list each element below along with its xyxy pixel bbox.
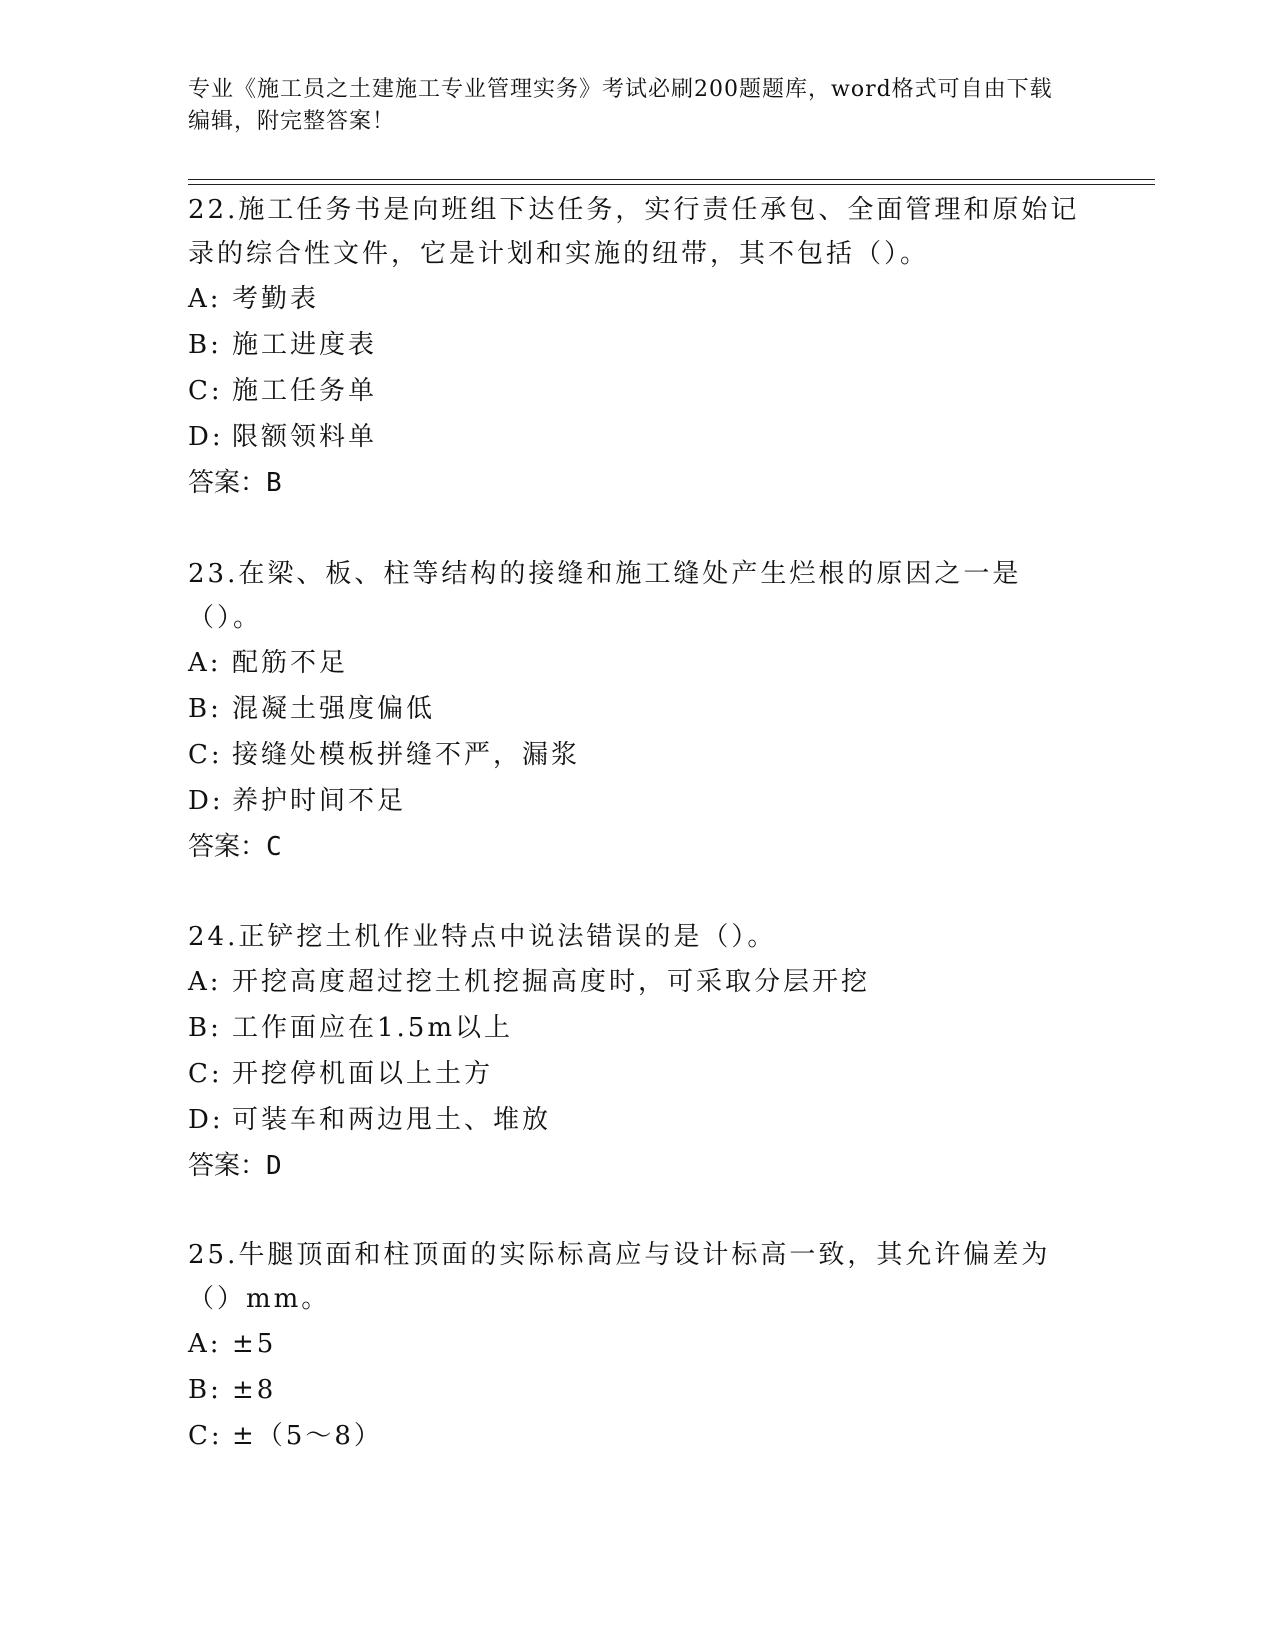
option-text: 施工任务单 <box>232 376 378 406</box>
question-text: 24.正铲挖土机作业特点中说法错误的是（）。 <box>188 922 777 952</box>
option-text: 开挖停机面以上土方 <box>232 1059 494 1089</box>
option-text: 养护时间不足 <box>232 786 407 816</box>
option-d <box>188 414 1088 460</box>
option-text: ±8 <box>232 1375 277 1405</box>
option-label: B: <box>188 1375 222 1405</box>
option-label: C: <box>188 1421 223 1451</box>
question-text: 25.牛腿顶面和柱顶面的实际标高应与设计标高一致，其允许偏差为（）mm。 <box>188 1240 1051 1314</box>
question-25 <box>188 1233 1088 1459</box>
option-label: C: <box>188 740 223 770</box>
option-d <box>188 778 1088 824</box>
header-divider-top <box>188 179 1155 180</box>
option-a <box>188 276 1088 322</box>
answer-value: D <box>266 1151 282 1181</box>
option-label: B: <box>188 694 222 724</box>
option-text: 考勤表 <box>232 284 320 314</box>
answer-line <box>188 460 1088 506</box>
option-text: 限额领料单 <box>232 422 378 452</box>
option-a <box>188 640 1088 686</box>
answer-value: C <box>266 832 282 862</box>
option-label: A: <box>188 648 222 678</box>
option-label: D: <box>188 422 224 452</box>
option-text: 施工进度表 <box>232 330 378 360</box>
answer-line <box>188 1143 1088 1189</box>
option-text: 工作面应在1.5m以上 <box>232 1013 514 1043</box>
option-label: A: <box>188 967 222 997</box>
answer-value: B <box>266 468 282 498</box>
option-text: 配筋不足 <box>232 648 349 678</box>
option-label: B: <box>188 1013 222 1043</box>
option-text: 混凝土强度偏低 <box>232 694 436 724</box>
option-c <box>188 1413 1088 1459</box>
option-label: D: <box>188 786 224 816</box>
option-label: A: <box>188 284 222 314</box>
question-text: 23.在梁、板、柱等结构的接缝和施工缝处产生烂根的原因之一是（）。 <box>188 559 1022 633</box>
answer-label: 答案： <box>188 468 267 498</box>
option-a <box>188 1321 1088 1367</box>
option-b <box>188 1005 1088 1051</box>
option-b <box>188 322 1088 368</box>
option-label: D: <box>188 1105 224 1135</box>
document-header: 专业《施工员之土建施工专业管理实务》考试必刷200题题库，word格式可自由下载编辑，附完整答案！ <box>188 77 1053 134</box>
option-c <box>188 368 1088 414</box>
option-label: A: <box>188 1329 222 1359</box>
option-text: ±（5～8） <box>232 1421 383 1451</box>
option-label: B: <box>188 330 222 360</box>
option-c <box>188 1051 1088 1097</box>
option-text: 接缝处模板拼缝不严，漏浆 <box>232 740 581 770</box>
option-c <box>188 732 1088 778</box>
question-23 <box>188 552 1088 870</box>
answer-label: 答案： <box>188 832 267 862</box>
option-label: C: <box>188 1059 223 1089</box>
option-label: C: <box>188 376 223 406</box>
question-22 <box>188 188 1088 506</box>
option-a <box>188 959 1088 1005</box>
option-text: 开挖高度超过挖土机挖掘高度时，可采取分层开挖 <box>232 967 871 997</box>
option-text: 可装车和两边甩土、堆放 <box>232 1105 552 1135</box>
option-b <box>188 1367 1088 1413</box>
option-text: ±5 <box>232 1329 277 1359</box>
answer-label: 答案： <box>188 1151 267 1181</box>
question-24 <box>188 915 1088 1189</box>
question-text: 22.施工任务书是向班组下达任务，实行责任承包、全面管理和原始记录的综合性文件，它是计划和实施的纽带，其不包括（）。 <box>188 195 1080 269</box>
option-b <box>188 686 1088 732</box>
header-divider-bottom <box>188 184 1155 185</box>
answer-line <box>188 824 1088 870</box>
option-d <box>188 1097 1088 1143</box>
